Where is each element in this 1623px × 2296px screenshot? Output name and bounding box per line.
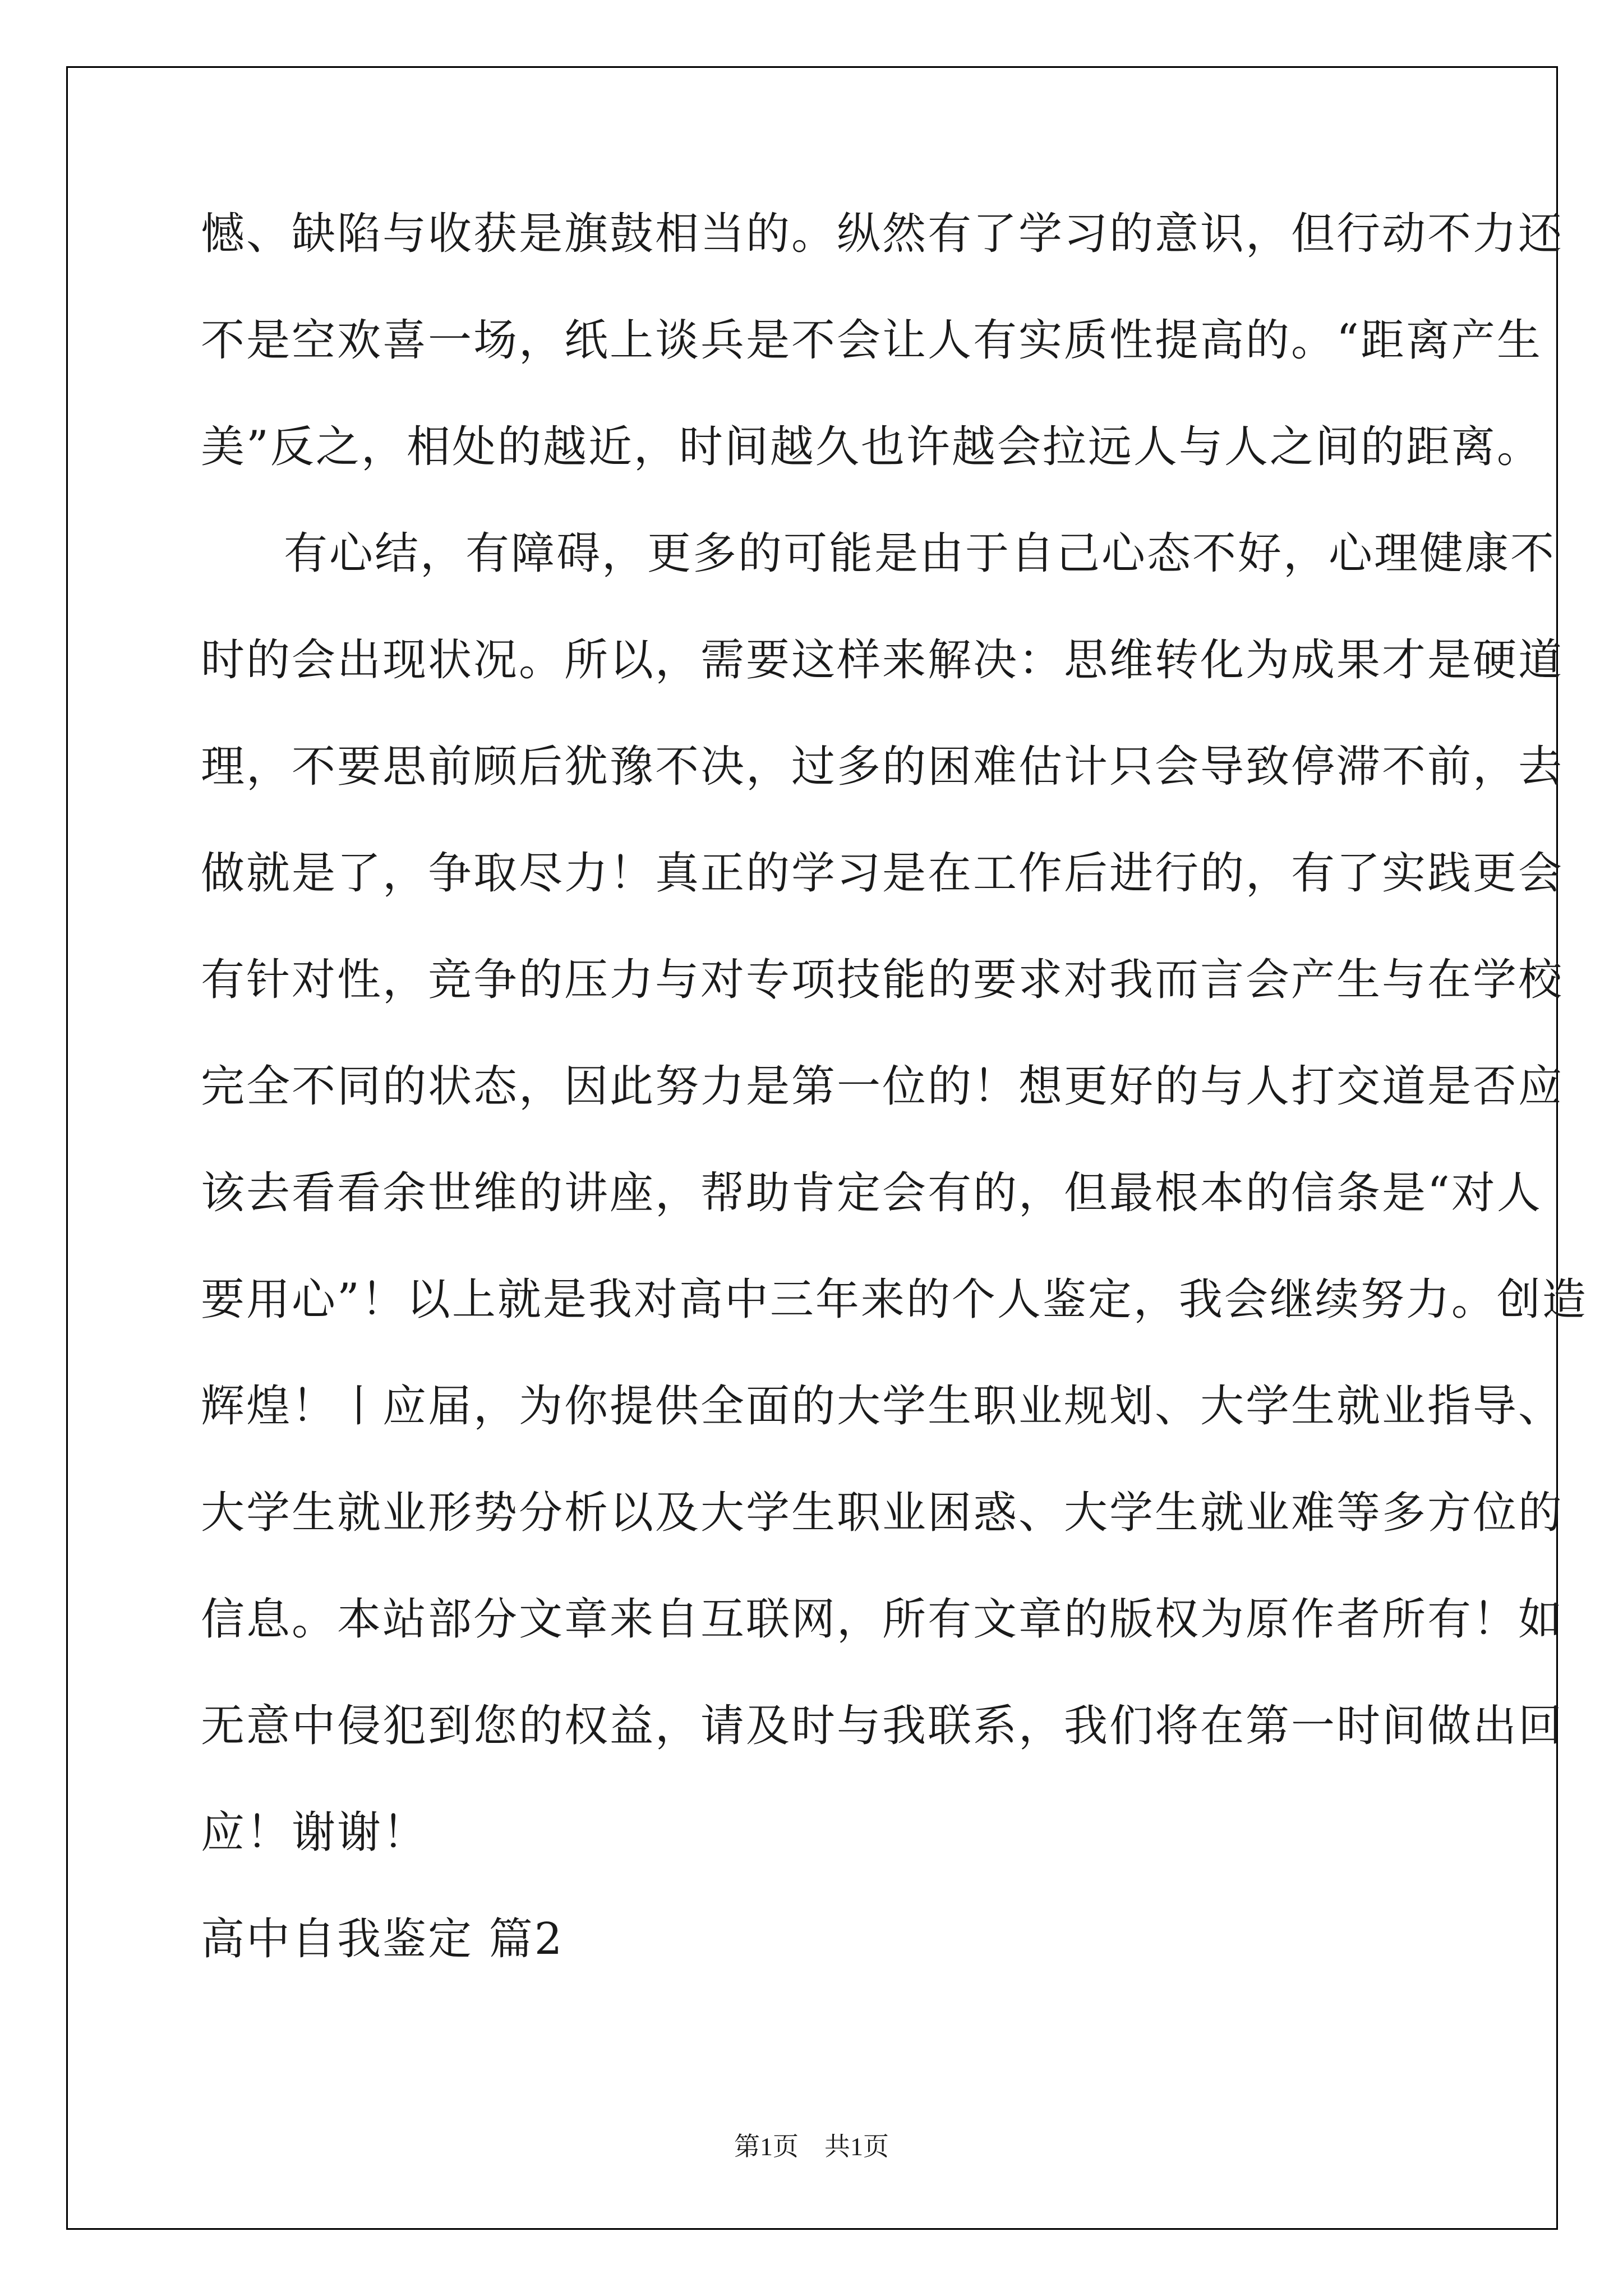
text-line: 无意中侵犯到您的权益，请及时与我联系，我们将在第一时间做出回 [201,1701,1564,1751]
text-line: 完全不同的状态，因此努力是第一位的！想更好的与人打交道是否应 [201,1061,1564,1112]
text-line: 该去看看余世维的讲座，帮助肯定会有的，但最根本的信条是“对人 [201,1168,1542,1218]
text-line: 有针对性，竞争的压力与对专项技能的要求对我而言会产生与在学校 [201,955,1564,1005]
text-line: 辉煌！丨应届，为你提供全面的大学生职业规划、大学生就业指导、 [201,1381,1564,1432]
section-heading: 高中自我鉴定 篇2 [201,1914,564,1964]
text-line: 不是空欢喜一场，纸上谈兵是不会让人有实质性提高的。“距离产生 [201,315,1542,366]
text-line: 信息。本站部分文章来自互联网，所有文章的版权为原作者所有！如 [201,1594,1564,1645]
page-footer: 第1页 共1页 [734,2132,889,2161]
text-line: 大学生就业形势分析以及大学生职业困惑、大学生就业难等多方位的 [201,1488,1564,1538]
text-line: 理，不要思前顾后犹豫不决，过多的困难估计只会导致停滞不前，去 [201,742,1564,792]
paragraph-2 [201,527,1588,1860]
text-line: 美”反之，相处的越近，时间越久也许越会拉远人与人之间的距离。 [201,422,1542,472]
text-line: 应！谢谢！ [201,1807,428,1858]
paragraph-1 [201,208,1564,474]
text-line: 有心结，有障碍，更多的可能是由于自己心态不好，心理健康不 [284,528,1556,579]
text-line: 要用心”！以上就是我对高中三年来的个人鉴定，我会继续努力。创造 [201,1274,1588,1325]
text-line: 做就是了，争取尽力！真正的学习是在工作后进行的，有了实践更会 [201,848,1564,899]
text-line: 时的会出现状况。所以，需要这样来解决：思维转化为成果才是硬道 [201,635,1564,685]
text-line: 憾、缺陷与收获是旗鼓相当的。纵然有了学习的意识，但行动不力还 [201,209,1564,259]
document-body [201,208,1588,1966]
